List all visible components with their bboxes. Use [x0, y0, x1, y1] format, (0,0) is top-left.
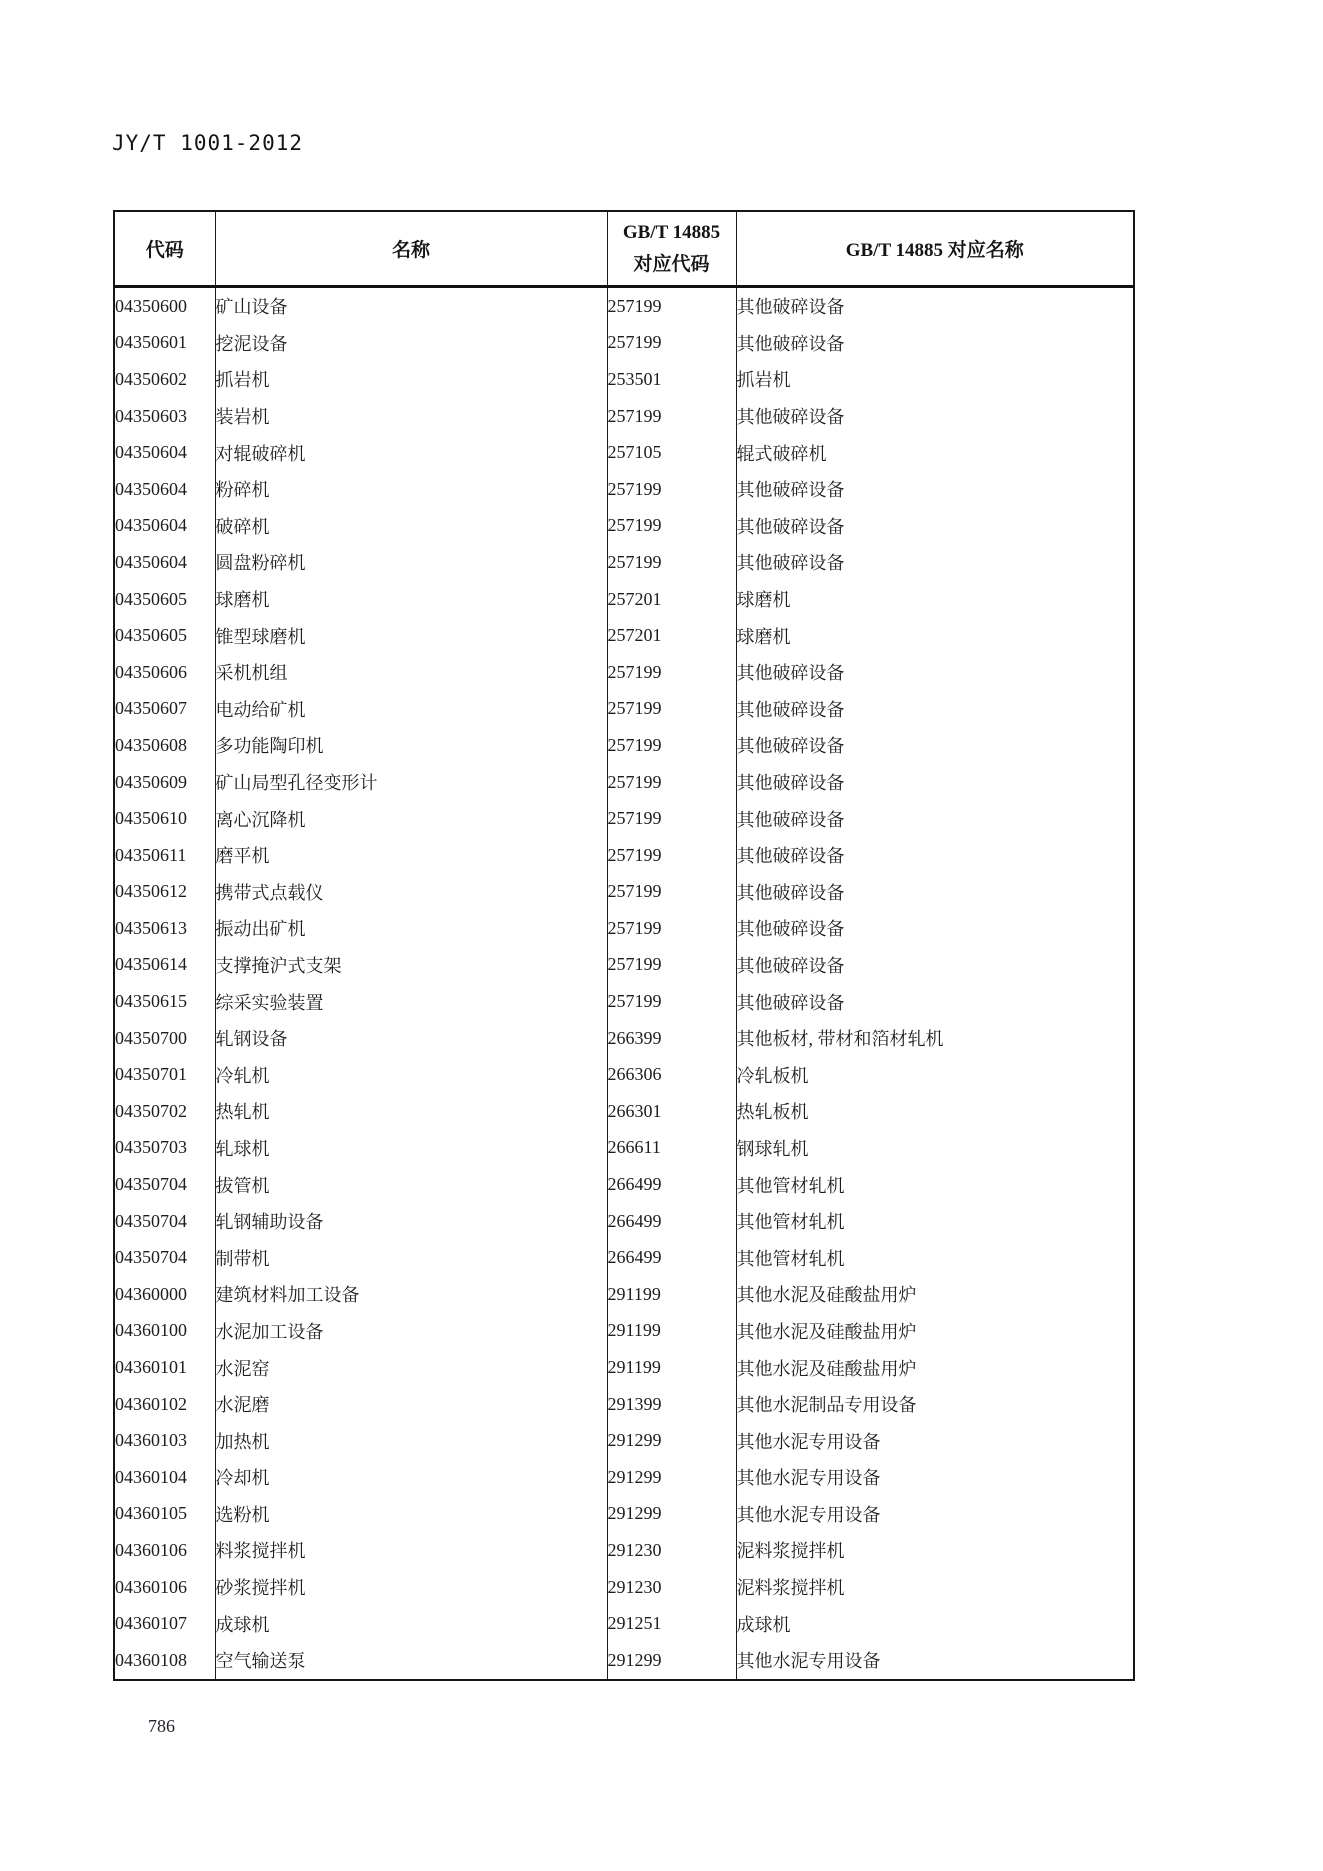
cell-gbt_name: 泥料浆搅拌机	[736, 1569, 1134, 1606]
cell-code: 04350704	[114, 1203, 215, 1240]
cell-name: 破碎机	[215, 508, 607, 545]
col-header-gbt-code-line1: GB/T 14885	[622, 221, 721, 243]
cell-gbt_name: 其他破碎设备	[736, 837, 1134, 874]
cell-gbt_name: 钢球轧机	[736, 1130, 1134, 1167]
cell-name: 抓岩机	[215, 361, 607, 398]
cell-name: 成球机	[215, 1605, 607, 1642]
cell-name: 离心沉降机	[215, 800, 607, 837]
cell-gbt_code: 291199	[607, 1276, 736, 1313]
cell-gbt_code: 266499	[607, 1203, 736, 1240]
cell-code: 04350614	[114, 947, 215, 984]
cell-code: 04350601	[114, 325, 215, 362]
cell-gbt_code: 266301	[607, 1093, 736, 1130]
cell-name: 矿山局型孔径变形计	[215, 764, 607, 801]
cell-name: 轧钢设备	[215, 1020, 607, 1057]
cell-gbt_name: 球磨机	[736, 581, 1134, 618]
cell-name: 振动出矿机	[215, 910, 607, 947]
table-row	[114, 1313, 1134, 1350]
cell-gbt_name: 其他破碎设备	[736, 544, 1134, 581]
cell-code: 04350615	[114, 983, 215, 1020]
table-row	[114, 1056, 1134, 1093]
cell-name: 加热机	[215, 1422, 607, 1459]
cell-gbt_code: 257199	[607, 874, 736, 911]
cell-gbt_name: 成球机	[736, 1605, 1134, 1642]
table-row	[114, 764, 1134, 801]
cell-code: 04350613	[114, 910, 215, 947]
doc-number: JY/T 1001-2012	[112, 131, 304, 155]
cell-code: 04350609	[114, 764, 215, 801]
cell-gbt_code: 291230	[607, 1569, 736, 1606]
table-row	[114, 800, 1134, 837]
table-header	[114, 211, 1134, 287]
table-row	[114, 691, 1134, 728]
cell-gbt_code: 291299	[607, 1642, 736, 1680]
cell-gbt_name: 其他水泥专用设备	[736, 1422, 1134, 1459]
cell-code: 04360105	[114, 1496, 215, 1533]
cell-code: 04350704	[114, 1239, 215, 1276]
cell-name: 对辊破碎机	[215, 434, 607, 471]
table-row	[114, 1605, 1134, 1642]
cell-gbt_name: 其他破碎设备	[736, 471, 1134, 508]
cell-name: 携带式点载仪	[215, 874, 607, 911]
cell-gbt_name: 其他水泥及硅酸盐用炉	[736, 1276, 1134, 1313]
table-row	[114, 1642, 1134, 1680]
cell-gbt_name: 其他管材轧机	[736, 1166, 1134, 1203]
cell-name: 空气输送泵	[215, 1642, 607, 1680]
cell-gbt_code: 291230	[607, 1532, 736, 1569]
col-header-code: 代码	[114, 211, 215, 287]
cell-code: 04350703	[114, 1130, 215, 1167]
cell-code: 04350604	[114, 434, 215, 471]
cell-name: 热轧机	[215, 1093, 607, 1130]
cell-name: 矿山设备	[215, 287, 607, 325]
table-row	[114, 471, 1134, 508]
table-row	[114, 910, 1134, 947]
table-row	[114, 1203, 1134, 1240]
table-row	[114, 1166, 1134, 1203]
cell-gbt_name: 其他管材轧机	[736, 1239, 1134, 1276]
cell-gbt_code: 291199	[607, 1313, 736, 1350]
cell-gbt_name: 其他水泥专用设备	[736, 1496, 1134, 1533]
cell-code: 04350702	[114, 1093, 215, 1130]
table-row	[114, 544, 1134, 581]
cell-gbt_name: 其他水泥制品专用设备	[736, 1386, 1134, 1423]
cell-code: 04350604	[114, 544, 215, 581]
cell-code: 04350704	[114, 1166, 215, 1203]
cell-gbt_name: 其他破碎设备	[736, 800, 1134, 837]
col-header-name: 名称	[215, 211, 607, 287]
cell-gbt_name: 泥料浆搅拌机	[736, 1532, 1134, 1569]
table-row	[114, 1532, 1134, 1569]
cell-code: 04360000	[114, 1276, 215, 1313]
cell-code: 04350612	[114, 874, 215, 911]
cell-gbt_code: 257199	[607, 764, 736, 801]
cell-name: 建筑材料加工设备	[215, 1276, 607, 1313]
cell-code: 04360102	[114, 1386, 215, 1423]
cell-name: 支撑掩沪式支架	[215, 947, 607, 984]
table-row	[114, 874, 1134, 911]
table-row	[114, 398, 1134, 435]
cell-gbt_code: 257199	[607, 471, 736, 508]
cell-gbt_name: 热轧板机	[736, 1093, 1134, 1130]
cell-gbt_code: 257199	[607, 691, 736, 728]
cell-code: 04360107	[114, 1605, 215, 1642]
cell-name: 冷却机	[215, 1459, 607, 1496]
cell-gbt_name: 其他破碎设备	[736, 874, 1134, 911]
cell-gbt_code: 257199	[607, 398, 736, 435]
cell-gbt_code: 266499	[607, 1239, 736, 1276]
header-row	[114, 211, 1134, 287]
cell-gbt_code: 291299	[607, 1496, 736, 1533]
cell-code: 04350611	[114, 837, 215, 874]
table-row	[114, 727, 1134, 764]
table-row	[114, 947, 1134, 984]
page-number: 786	[148, 1716, 175, 1736]
table-row	[114, 617, 1134, 654]
cell-code: 04350602	[114, 361, 215, 398]
cell-code: 04350606	[114, 654, 215, 691]
cell-gbt_code: 266611	[607, 1130, 736, 1167]
cell-gbt_name: 其他板材, 带材和箔材轧机	[736, 1020, 1134, 1057]
cell-gbt_code: 291299	[607, 1459, 736, 1496]
table-row	[114, 287, 1134, 325]
cell-code: 04350604	[114, 471, 215, 508]
cell-name: 轧钢辅助设备	[215, 1203, 607, 1240]
cell-gbt_code: 257201	[607, 581, 736, 618]
cell-name: 装岩机	[215, 398, 607, 435]
cell-gbt_name: 其他破碎设备	[736, 910, 1134, 947]
table-row	[114, 1386, 1134, 1423]
cell-gbt_name: 其他破碎设备	[736, 947, 1134, 984]
col-header-gbt-code	[607, 211, 736, 287]
cell-gbt_name: 其他破碎设备	[736, 691, 1134, 728]
cell-gbt_code: 253501	[607, 361, 736, 398]
cell-gbt_code: 257199	[607, 287, 736, 325]
cell-code: 04350600	[114, 287, 215, 325]
cell-gbt_code: 257105	[607, 434, 736, 471]
table-row	[114, 1020, 1134, 1057]
cell-gbt_code: 257199	[607, 837, 736, 874]
table-row	[114, 1459, 1134, 1496]
cell-gbt_code: 257199	[607, 508, 736, 545]
cell-code: 04350605	[114, 617, 215, 654]
cell-gbt_code: 291251	[607, 1605, 736, 1642]
cell-gbt_code: 257199	[607, 983, 736, 1020]
table-row	[114, 508, 1134, 545]
cell-gbt_name: 其他破碎设备	[736, 398, 1134, 435]
cell-gbt_code: 257201	[607, 617, 736, 654]
cell-code: 04360104	[114, 1459, 215, 1496]
cell-gbt_name: 其他破碎设备	[736, 287, 1134, 325]
col-header-gbt-code-line2: 对应代码	[633, 253, 710, 275]
cell-gbt_code: 266306	[607, 1056, 736, 1093]
cell-name: 综采实验装置	[215, 983, 607, 1020]
cell-name: 料浆搅拌机	[215, 1532, 607, 1569]
cell-gbt_code: 257199	[607, 910, 736, 947]
cell-name: 粉碎机	[215, 471, 607, 508]
cell-gbt_name: 其他破碎设备	[736, 654, 1134, 691]
cell-code: 04360108	[114, 1642, 215, 1680]
table-row	[114, 1349, 1134, 1386]
cell-name: 冷轧机	[215, 1056, 607, 1093]
cell-name: 多功能陶印机	[215, 727, 607, 764]
table-row	[114, 434, 1134, 471]
cell-gbt_name: 其他破碎设备	[736, 983, 1134, 1020]
cell-name: 锥型球磨机	[215, 617, 607, 654]
cell-name: 制带机	[215, 1239, 607, 1276]
cell-code: 04350701	[114, 1056, 215, 1093]
cell-name: 砂浆搅拌机	[215, 1569, 607, 1606]
cell-name: 挖泥设备	[215, 325, 607, 362]
cell-code: 04350700	[114, 1020, 215, 1057]
cell-gbt_name: 冷轧板机	[736, 1056, 1134, 1093]
cell-name: 水泥加工设备	[215, 1313, 607, 1350]
cell-name: 轧球机	[215, 1130, 607, 1167]
table-row	[114, 837, 1134, 874]
cell-gbt_name: 其他水泥及硅酸盐用炉	[736, 1313, 1134, 1350]
cell-gbt_name: 其他破碎设备	[736, 508, 1134, 545]
cell-gbt_code: 291399	[607, 1386, 736, 1423]
cell-gbt_code: 257199	[607, 654, 736, 691]
cell-code: 04360101	[114, 1349, 215, 1386]
table-row	[114, 1130, 1134, 1167]
cell-gbt_name: 辊式破碎机	[736, 434, 1134, 471]
table-row	[114, 1093, 1134, 1130]
table-row	[114, 581, 1134, 618]
cell-gbt_code: 266399	[607, 1020, 736, 1057]
cell-code: 04360100	[114, 1313, 215, 1350]
table-row	[114, 654, 1134, 691]
cell-gbt_code: 257199	[607, 947, 736, 984]
cell-code: 04360106	[114, 1569, 215, 1606]
cell-gbt_name: 其他破碎设备	[736, 764, 1134, 801]
cell-name: 圆盘粉碎机	[215, 544, 607, 581]
table-row	[114, 1422, 1134, 1459]
cell-gbt_code: 257199	[607, 544, 736, 581]
table-body	[114, 287, 1134, 1680]
cell-gbt_code: 291299	[607, 1422, 736, 1459]
cell-name: 采机机组	[215, 654, 607, 691]
cell-name: 拔管机	[215, 1166, 607, 1203]
cell-name: 球磨机	[215, 581, 607, 618]
cell-name: 水泥磨	[215, 1386, 607, 1423]
code-mapping-table	[113, 210, 1135, 1681]
table-row	[114, 325, 1134, 362]
cell-gbt_code: 257199	[607, 727, 736, 764]
cell-gbt_code: 291199	[607, 1349, 736, 1386]
cell-code: 04350608	[114, 727, 215, 764]
cell-gbt_name: 其他管材轧机	[736, 1203, 1134, 1240]
cell-gbt_code: 266499	[607, 1166, 736, 1203]
table-row	[114, 1496, 1134, 1533]
table-row	[114, 1239, 1134, 1276]
cell-gbt_name: 其他水泥专用设备	[736, 1642, 1134, 1680]
cell-gbt_name: 其他水泥及硅酸盐用炉	[736, 1349, 1134, 1386]
table-row	[114, 1569, 1134, 1606]
cell-code: 04350604	[114, 508, 215, 545]
col-header-gbt-name: GB/T 14885 对应名称	[736, 211, 1134, 287]
cell-gbt_name: 球磨机	[736, 617, 1134, 654]
cell-name: 水泥窑	[215, 1349, 607, 1386]
cell-code: 04360106	[114, 1532, 215, 1569]
cell-code: 04350603	[114, 398, 215, 435]
cell-gbt_code: 257199	[607, 325, 736, 362]
cell-gbt_name: 其他破碎设备	[736, 325, 1134, 362]
cell-code: 04360103	[114, 1422, 215, 1459]
cell-name: 电动给矿机	[215, 691, 607, 728]
table-row	[114, 361, 1134, 398]
cell-gbt_name: 抓岩机	[736, 361, 1134, 398]
cell-name: 磨平机	[215, 837, 607, 874]
table-row	[114, 1276, 1134, 1313]
cell-code: 04350607	[114, 691, 215, 728]
cell-gbt_name: 其他水泥专用设备	[736, 1459, 1134, 1496]
cell-code: 04350610	[114, 800, 215, 837]
table-row	[114, 983, 1134, 1020]
cell-gbt_code: 257199	[607, 800, 736, 837]
cell-gbt_name: 其他破碎设备	[736, 727, 1134, 764]
cell-code: 04350605	[114, 581, 215, 618]
cell-name: 选粉机	[215, 1496, 607, 1533]
